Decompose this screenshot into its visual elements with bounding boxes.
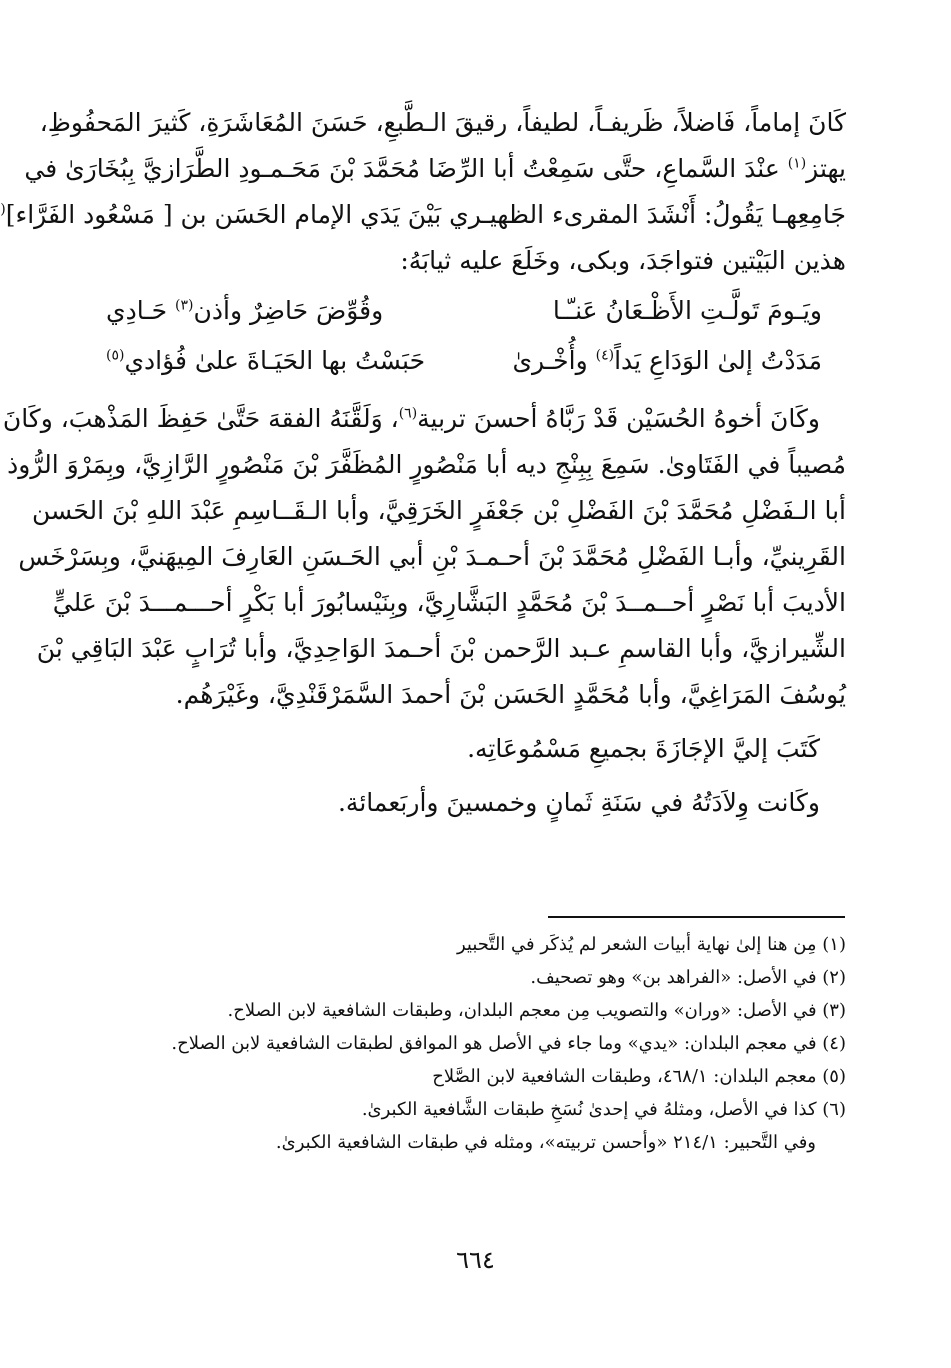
text-segment: حَبَسْتُ بها الحَيَـاةَ علىٰ فُؤادي [124, 346, 426, 375]
footnote-marker: (٥) [106, 347, 125, 364]
paragraph-birth: وكَانت وِلاَدَتُهُ في سَنَةِ ثَمانٍ وخمسينَ وأربَعمائة. [337, 788, 820, 817]
text-line: هذين البَيْتين فتواجَدَ، وبكى، وخَلَعَ عليه ثيابَهُ: [400, 246, 846, 275]
text-segment: يهتز [806, 154, 846, 183]
footnote-marker: (٦) [398, 405, 418, 422]
text-segment: وكَانَ أخوهُ الحُسَيْن قَدْ رَبَّاهُ أحسنَ تربية [417, 404, 820, 433]
text-line: أبا الـفَضْلِ مُحَمَّدَ بْنَ الفَضْلِ بْن جَعْفَرٍ الخَرَقِيَّ، وأبا الـقَــاسِمِ عَبْدَ اللهِ بْنَ الحَسن [31, 496, 846, 525]
text-line: يُوسُفَ المَرَاغِيَّ، وأبا مُحَمَّدٍ الحَسَن بْنَ أحمدَ السَّمَرْقَنْدِيَّ، وغَيْرَهُم. [175, 680, 846, 709]
footnote-1: (١) مِن هنا إلىٰ نهاية أبيات الشعر لم يُذكَر في التَّحبير [456, 934, 846, 955]
text-line: مُصيباً في الفَتَاوىٰ. سَمِعَ بِبِنْجِ ديه أبا مَنْصُورٍ المُظَفَّرَ بْنَ مَنْصُورٍ الرَّازِيَّ، وبِمَرْوَ الرُّوذ [7, 450, 846, 479]
footnote-marker: (١) [787, 155, 807, 172]
text-line: الشِّيرازيَّ، وأبا القاسمِ عـبد الرَّحمن بْنَ أحـمدَ الوَاحِدِيَّ، وأبا تُرَابٍ عَبْدَ البَاقِي بْنَ [36, 634, 846, 663]
footnote-5: (٥) معجم البلدان: ٤٦٨/١، وطبقات الشافعية لابن الصَّلاح [432, 1066, 846, 1087]
paragraph-biography [0, 100, 846, 284]
footnote-3: (٣) في الأصل: «وران» والتصويب مِن معجم البلدان، وطبقات الشافعية لابن الصلاح. [227, 1000, 846, 1021]
footnote-4: (٤) في معجم البلدان: «يدي» وما جاء في الأصل هو الموافق لطبقات الشافعية لابن الصلاح. [171, 1033, 846, 1054]
text-line [24, 146, 846, 192]
text-segment: وأُخْـرىٰ [512, 346, 596, 375]
footnote-divider [548, 916, 845, 918]
paragraph-ijaza: كَتَبَ إليَّ الإجَازَةَ بجميعِ مَسْمُوعَاتِه. [467, 734, 820, 763]
text-line [2, 396, 846, 442]
footnote-6: (٦) كذا في الأصل، ومثلهُ في إحدىٰ نُسَخِ طبقات الشَّافعية الكبرىٰ. [361, 1099, 846, 1120]
verse-first-half [512, 338, 822, 384]
footnote-marker: ( [0, 201, 6, 218]
page-number: ٦٦٤ [456, 1246, 495, 1274]
footnote-6-continuation: وفي التَّحبير: ٢١٤/١ «وأحسن تربيته»، ومثله في طبقات الشافعية الكبرىٰ. [275, 1132, 816, 1153]
text-segment: ، وَلَقَّنَهُ الفقهَ حَتَّىٰ حَفِظَ المَذْهبَ، وكَانَ [2, 404, 399, 433]
text-segment: مَدَدْتُ إلىٰ الوَدَاعِ يَداً [614, 346, 822, 375]
footnote-marker: (٤) [595, 347, 615, 364]
footnotes [130, 928, 846, 1159]
verse-first-half: ويَـومَ تَولَّـتِ الأَظْـعَانُ عَنـّـا [552, 296, 822, 325]
footnote-2: (٢) في الأصل: «الفراهد بن» وهو تصحيف. [530, 967, 846, 988]
text-segment: حَـادِي [106, 296, 176, 325]
text-line: القَرِينيِّ، وأبـا الفَضْلِ مُحَمَّدَ بْنَ أحـمـدَ بْنِ أبي الحَـسَنِ العَارِفَ المِيهَنيَّ، وبِسَرْخَس [18, 542, 846, 571]
text-segment: جَامِعِهـا يَقُولُ: أَنْشَدَ المقرىء الظهيـري بَيْنَ يَدَي الإمام الحَسَن بن [ مَسْعُود الفَرَّاء] [5, 200, 846, 229]
text-line [0, 192, 846, 238]
text-segment: وقُوِّضَ حَاضِرٌ وأذن [193, 296, 384, 325]
verse-second-half [106, 288, 383, 334]
footnote-marker: (٣) [175, 297, 194, 314]
main-text [0, 100, 846, 826]
text-line: الأديبَ أبا نَصْرٍ أحــمــدَ بْنَ مُحَمَّدٍ البَشَّارِيَّ، وبِنَيْسابُورَ أبا بَكْرٍ أحـــمـــدَ بْنَ عَليٍّ [52, 588, 846, 617]
text-segment: عنْدَ السَّماعِ، حتَّى سَمِعْتُ أبا الرِّضَا مُحَمَّدَ بْنَ مَحَـمـودِ الطَّرَازيَّ بِبُخَارَىٰ في [24, 154, 788, 183]
verse-line-1 [106, 288, 822, 334]
paragraph-teachers [2, 396, 846, 718]
verse-second-half [106, 338, 425, 384]
poem-verses [104, 288, 846, 384]
verse-line-2 [106, 338, 822, 384]
text-line: كَانَ إماماً، فَاضلاً، ظَريفـاً، لطيفاً، رقيقَ الـطَّبعِ، حَسَنَ المُعَاشَرَةِ، كَثيرَ المَحفُوظِ، [39, 108, 846, 137]
